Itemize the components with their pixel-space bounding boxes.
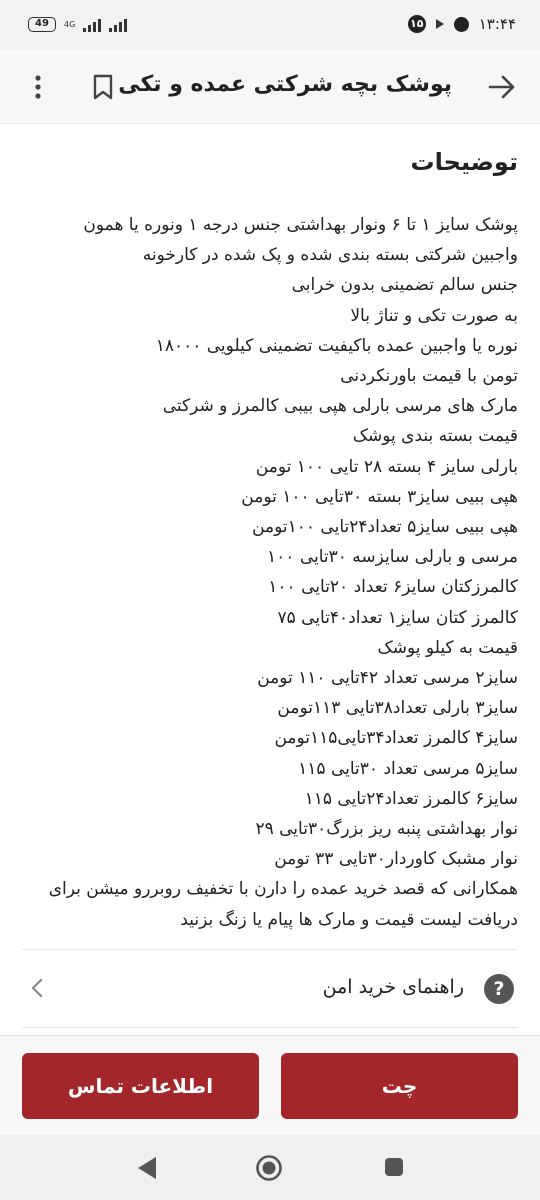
status-left xyxy=(28,17,127,32)
bottom-actions xyxy=(0,1035,540,1135)
question-circle-icon: ? xyxy=(484,974,514,1004)
signal-icon xyxy=(83,18,101,32)
battery-icon: 49 xyxy=(28,17,56,32)
more-vertical-icon[interactable] xyxy=(30,74,46,100)
signal-icon-2 xyxy=(109,18,127,32)
description-title: توضیحات xyxy=(410,148,518,176)
page-title: پوشک بچه شرکتی عمده و تکی xyxy=(118,72,452,97)
description-line: سایز۶ کالمرز تعداد۲۴تایی ۱۱۵ xyxy=(304,788,518,809)
description-line: نوار بهداشتی پنبه ریز بزرگ۳۰تایی ۲۹ xyxy=(255,819,518,840)
status-right xyxy=(408,15,516,33)
safe-buying-guide-label: راهنمای خرید امن xyxy=(322,976,464,998)
chat-button[interactable]: چت xyxy=(281,1053,518,1119)
network-type: 4G xyxy=(64,19,76,29)
description-line: هپی ببیی سایز۵ تعداد۲۴تایی ۱۰۰تومن xyxy=(252,517,518,538)
description-line: سایز۳ بارلی تعداد۳۸تایی ۱۱۳تومن xyxy=(277,698,518,719)
description-line: دریافت لیست قیمت و مارک ها پیام یا زنگ بزنید xyxy=(180,909,518,930)
safe-buying-guide-row[interactable] xyxy=(22,949,518,1027)
description-line: به صورت تکی و تناژ بالا xyxy=(350,305,518,326)
description-line: مرسی و بارلی سایزسه ۳۰تایی ۱۰۰ xyxy=(267,547,518,568)
app-bar xyxy=(0,50,540,124)
nav-recent-apps-icon[interactable] xyxy=(384,1157,404,1177)
description-line: همکارانی که قصد خرید عمده را دارن با تخفیف روبررو میشن برای xyxy=(48,879,518,900)
description-line: جنس سالم تضمینی بدون خرابی xyxy=(291,275,518,296)
nav-home-icon[interactable] xyxy=(255,1154,283,1182)
divider xyxy=(22,1027,518,1028)
play-icon xyxy=(436,19,444,29)
chevron-left-icon xyxy=(30,977,44,999)
description-line: هپی ببیی سایز۳ بسته ۳۰تایی ۱۰۰ تومن xyxy=(241,486,518,507)
description-line: سایز۴ کالمرز تعداد۳۴تایی۱۱۵تومن xyxy=(274,728,518,749)
description-line: مارک های مرسی بارلی هپی بیبی کالمرز و شرکتی xyxy=(162,396,518,417)
description-line: قیمت به کیلو پوشک xyxy=(377,637,518,658)
description-line: واجبین شرکتی بسته بندی شده و پک شده در کارخونه xyxy=(142,245,518,266)
record-dot-icon xyxy=(454,17,469,32)
arrow-right-icon[interactable] xyxy=(488,74,516,100)
description-line: پوشک سایز ۱ تا ۶ ونوار بهداشتی جنس درجه ۱ ونوره یا همون xyxy=(83,215,518,235)
description-line: سایز۵ مرسی تعداد ۳۰تایی ۱۱۵ xyxy=(298,758,518,779)
bookmark-icon[interactable] xyxy=(92,74,114,100)
description-line: کالمرزکتان سایز۶ تعداد ۲۰تایی ۱۰۰ xyxy=(268,577,518,598)
clock: ۱۳:۴۴ xyxy=(478,15,516,33)
notification-badge: ۱۵ xyxy=(408,15,426,33)
description-line: سایز۲ مرسی تعداد ۴۲تایی ۱۱۰ تومن xyxy=(257,668,518,689)
contact-info-button[interactable]: اطلاعات تماس xyxy=(22,1053,259,1119)
description-line: کالمرز کتان سایز۱ تعداد۴۰تایی ۷۵ xyxy=(277,607,518,628)
status-bar xyxy=(0,0,540,50)
description-line: بارلی سایز ۴ بسته ۲۸ تایی ۱۰۰ تومن xyxy=(255,456,518,477)
description-line: قیمت بسته بندی پوشک xyxy=(352,426,518,447)
description-line: نوره یا واجبین عمده باکیفیت تضمینی کیلویی ۱۸۰۰۰ xyxy=(155,335,518,356)
description-line: نوار مشبک کاوردار۳۰تایی ۳۳ تومن xyxy=(274,849,518,870)
description-text xyxy=(18,210,518,935)
system-nav-bar xyxy=(0,1135,540,1200)
description-line: تومن با قیمت باورنکردنی xyxy=(340,366,518,387)
nav-back-icon[interactable] xyxy=(135,1155,159,1181)
